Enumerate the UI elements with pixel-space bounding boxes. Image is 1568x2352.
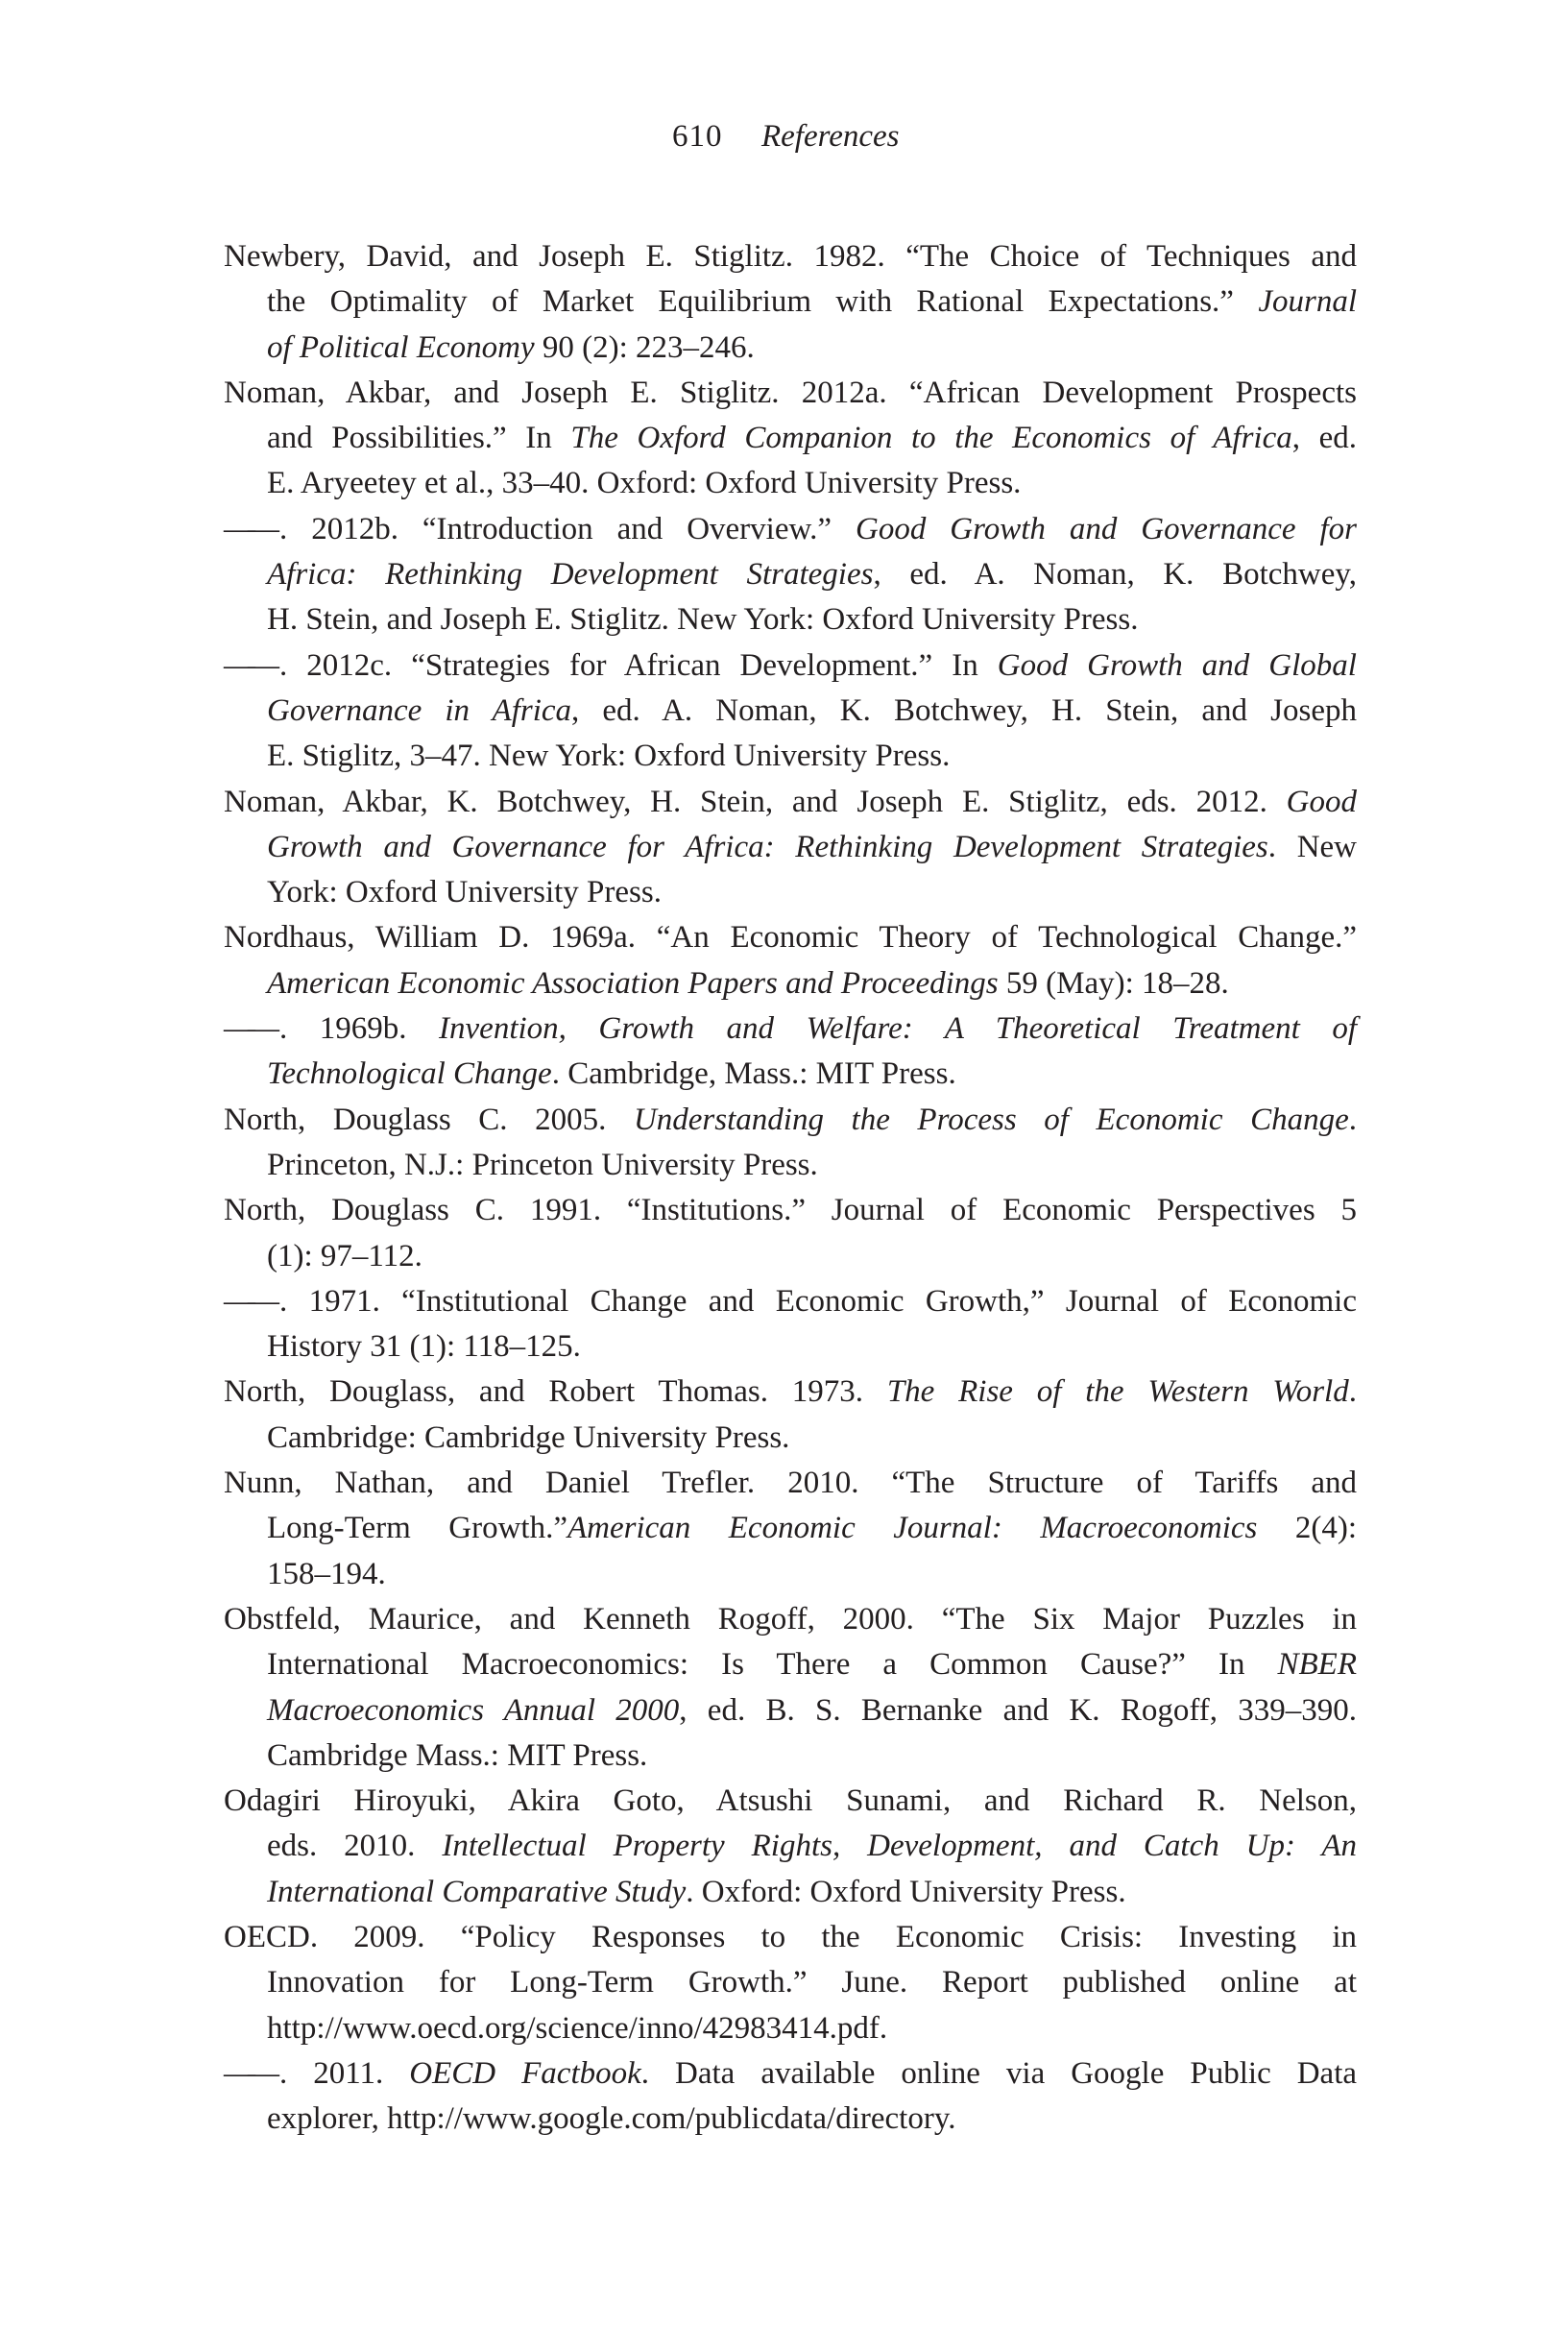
entry-line: [224, 1324, 1357, 1370]
reference-entry-nordhaus-1969a: [224, 915, 1357, 1006]
reference-entry-north-2005: [224, 1098, 1357, 1189]
text-run: , ed. A. Noman, K. Botchwey,: [873, 557, 1357, 593]
italic-title: of Political Economy: [267, 329, 535, 365]
text-run: eds. 2010.: [267, 1829, 443, 1864]
entry-line: [224, 552, 1357, 597]
reference-entry-noman-eds-2012: [224, 780, 1357, 916]
entry-line: [224, 1688, 1357, 1734]
reference-entry-nordhaus-1969b: [224, 1006, 1357, 1098]
entry-line: [224, 507, 1357, 552]
text-run: Nordhaus, William D. 1969a. “An Economic Theory of Technological Change.”: [224, 920, 1357, 956]
text-run: and Possibilities.” In: [267, 421, 571, 456]
reference-entry-oecd-2011: [224, 2051, 1357, 2143]
italic-title: Governance in Africa: [267, 692, 572, 728]
text-run: 158–194.: [267, 1556, 386, 1591]
italic-title: NBER: [1277, 1647, 1357, 1683]
text-run: 2(4):: [1257, 1511, 1357, 1546]
text-run: 90 (2): 223–246.: [534, 329, 755, 365]
text-run: North, Douglass, and Robert Thomas. 1973.: [224, 1374, 887, 1410]
url-text: http://www.oecd.org/science/inno/42983414.pdf.: [267, 2010, 888, 2046]
text-run: (1): 97–112.: [267, 1238, 422, 1273]
text-run: E. Aryeetey et al., 33–40. Oxford: Oxford University Press.: [267, 466, 1022, 501]
text-run: . 1969b.: [279, 1011, 440, 1047]
text-run: Noman, Akbar, and Joseph E. Stiglitz. 2012a. “African Development Prospects: [224, 375, 1357, 410]
entry-line: [224, 915, 1357, 960]
reference-entry-oecd-2009: [224, 1915, 1357, 2051]
text-run: North, Douglass C. 2005.: [224, 1102, 634, 1137]
entry-line: [224, 1597, 1357, 1642]
entry-line: [224, 1188, 1357, 1233]
text-run: E. Stiglitz, 3–47. New York: Oxford University Press.: [267, 739, 951, 774]
reference-entry-odagiri-2010: [224, 1779, 1357, 1915]
text-run: Cambridge: Cambridge University Press.: [267, 1419, 790, 1455]
italic-title: Good Growth and Global: [997, 647, 1357, 683]
entry-line: [224, 1006, 1357, 1052]
text-run: OECD. 2009. “Policy Responses to the Economic Crisis: Investing in: [224, 1919, 1357, 1954]
entry-line: [224, 2097, 1357, 2142]
text-run: , ed. B. S. Bernanke and K. Rogoff, 339–390.: [679, 1692, 1357, 1728]
text-run: the Optimality of Market Equilibrium with Rational Expectations.”: [267, 284, 1259, 320]
text-run: Newbery, David, and Joseph E. Stiglitz. 1982. “The Choice of Techniques and: [224, 239, 1357, 274]
entry-line: [224, 643, 1357, 689]
text-run: Odagiri Hiroyuki, Akira Goto, Atsushi Sunami, and Richard R. Nelson,: [224, 1783, 1357, 1819]
text-run: . New: [1267, 829, 1357, 864]
repeat-author-dash: ——: [224, 1283, 272, 1319]
italic-title: OECD Factbook: [409, 2055, 641, 2091]
entry-line: [224, 1506, 1357, 1551]
repeat-author-dash: ——: [224, 1011, 272, 1047]
reference-entry-north-1971: [224, 1279, 1357, 1370]
text-run: . Cambridge, Mass.: MIT Press.: [551, 1056, 956, 1092]
entry-line: [224, 825, 1357, 870]
text-run: H. Stein, and Joseph E. Stiglitz. New York: Oxford University Press.: [267, 602, 1139, 638]
entry-line: [224, 1915, 1357, 1960]
repeat-author-dash: ——: [224, 2055, 272, 2091]
italic-title: International Comparative Study: [267, 1874, 687, 1909]
reference-entry-north-thomas-1973: [224, 1370, 1357, 1461]
text-run: Innovation for Long-Term Growth.” June. Report published online at: [267, 1965, 1357, 2000]
entry-line: [224, 416, 1357, 461]
text-run: North, Douglass C. 1991. “Institutions.” Journal of Economic Perspectives 5: [224, 1193, 1357, 1228]
text-run: . Data available online via Google Public Data: [640, 2055, 1358, 2091]
text-run: History 31 (1): 118–125.: [267, 1329, 581, 1365]
reference-entry-nunn-trefler-2010: [224, 1461, 1357, 1597]
reference-entry-noman-2012b: [224, 507, 1357, 643]
reference-entry-north-1991: [224, 1188, 1357, 1279]
italic-title: Intellectual Property Rights, Development, and Catch Up: An: [442, 1829, 1357, 1864]
entry-line: [224, 2051, 1357, 2097]
italic-title: The Oxford Companion to the Economics of Africa: [570, 421, 1292, 456]
text-run: . 2012c. “Strategies for African Development.” In: [279, 647, 998, 683]
entry-line: [224, 734, 1357, 779]
entry-line: [224, 1370, 1357, 1415]
entry-line: [224, 1416, 1357, 1461]
text-run: . Oxford: Oxford University Press.: [686, 1874, 1126, 1909]
italic-title: Understanding the Process of Economic Change: [633, 1102, 1349, 1137]
italic-title: Growth and Governance for Africa: Rethinking Development Strategies: [267, 829, 1268, 864]
entry-line: [224, 597, 1357, 643]
italic-title: Good: [1286, 784, 1357, 819]
reference-list: [224, 234, 1357, 2142]
entry-line: [224, 234, 1357, 279]
text-run: . 1971. “Institutional Change and Economic Growth,” Journal of Economic: [279, 1283, 1357, 1319]
text-run: , ed.: [1291, 421, 1358, 456]
reference-entry-obstfeld-rogoff-2000: [224, 1597, 1357, 1779]
entry-line: [224, 2006, 1357, 2051]
reference-entry-noman-2012c: [224, 643, 1357, 780]
text-run: . 2011.: [279, 2055, 410, 2091]
text-run: , ed. A. Noman, K. Botchwey, H. Stein, and Joseph: [571, 692, 1357, 728]
italic-title: Journal: [1258, 284, 1357, 320]
repeat-author-dash: ——: [224, 647, 272, 683]
italic-title: Invention, Growth and Welfare: A Theoretical Treatment of: [439, 1011, 1357, 1047]
entry-line: [224, 1779, 1357, 1824]
text-run: .: [1348, 1102, 1357, 1137]
text-run: York: Oxford University Press.: [267, 875, 662, 910]
text-run: Nunn, Nathan, and Daniel Trefler. 2010. “The Structure of Tariffs and: [224, 1466, 1357, 1501]
text-run: Long-Term Growth.”: [267, 1511, 567, 1546]
entry-line: [224, 371, 1357, 416]
entry-line: [224, 279, 1357, 325]
entry-line: [224, 1098, 1357, 1143]
italic-title: Macroeconomics Annual 2000: [267, 1692, 680, 1728]
repeat-author-dash: ——: [224, 511, 272, 546]
running-head: [672, 117, 900, 156]
entry-line: [224, 1870, 1357, 1915]
entry-line: [224, 1552, 1357, 1597]
text-run: .: [1348, 1374, 1357, 1410]
entry-line: [224, 1143, 1357, 1188]
italic-title: American Economic Journal: Macroeconomics: [567, 1511, 1258, 1546]
entry-line: [224, 1824, 1357, 1869]
text-run: International Macroeconomics: Is There a Common Cause?” In: [267, 1647, 1278, 1683]
text-run: Noman, Akbar, K. Botchwey, H. Stein, and Joseph E. Stiglitz, eds. 2012.: [224, 784, 1287, 819]
section-title: References: [761, 119, 900, 154]
entry-line: [224, 870, 1357, 915]
entry-line: [224, 1734, 1357, 1779]
italic-title: The Rise of the Western World: [886, 1374, 1349, 1410]
entry-line: [224, 1642, 1357, 1687]
text-run: Obstfeld, Maurice, and Kenneth Rogoff, 2000. “The Six Major Puzzles in: [224, 1601, 1357, 1637]
reference-entry-newbery-1982: [224, 234, 1357, 371]
page-number: 610: [672, 119, 723, 154]
entry-line: [224, 689, 1357, 734]
entry-line: [224, 961, 1357, 1006]
entry-line: [224, 780, 1357, 825]
text-run: 59 (May): 18–28.: [998, 965, 1229, 1001]
entry-line: [224, 461, 1357, 506]
entry-line: [224, 1960, 1357, 2005]
italic-title: American Economic Association Papers and Proceedings: [267, 965, 999, 1001]
italic-title: Good Growth and Governance for: [856, 511, 1357, 546]
reference-entry-noman-2012a: [224, 371, 1357, 507]
entry-line: [224, 1052, 1357, 1097]
text-run: Cambridge Mass.: MIT Press.: [267, 1737, 648, 1773]
entry-line: [224, 1234, 1357, 1279]
text-run: Princeton, N.J.: Princeton University Press.: [267, 1147, 818, 1182]
url-text: explorer, http://www.google.com/publicdata/directory.: [267, 2101, 956, 2137]
italic-title: Africa: Rethinking Development Strategies: [267, 557, 874, 593]
text-run: . 2012b. “Introduction and Overview.”: [279, 511, 856, 546]
italic-title: Technological Change: [267, 1056, 552, 1092]
entry-line: [224, 1279, 1357, 1324]
entry-line: [224, 326, 1357, 371]
entry-line: [224, 1461, 1357, 1506]
